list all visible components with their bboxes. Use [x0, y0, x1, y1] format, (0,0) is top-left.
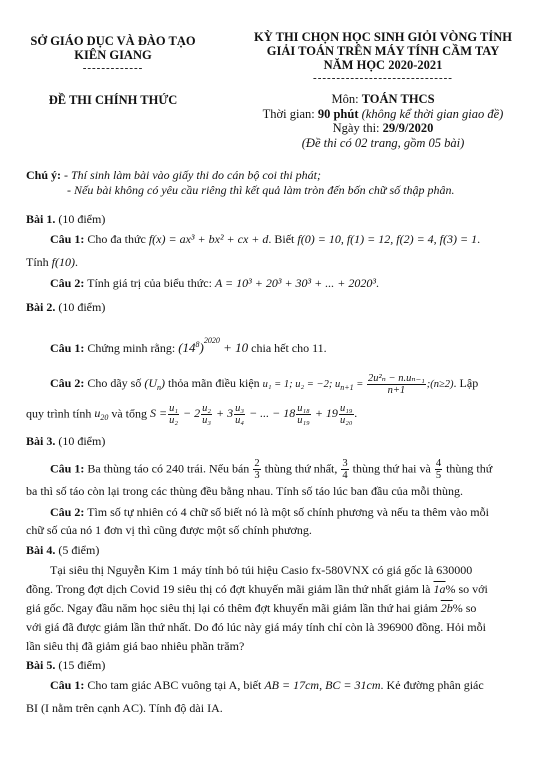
header-department: [18, 34, 208, 74]
bai2-cau2-line2: quy trình tính $u_{20}$ và tổng S = $\frac{\text{u₁}}{\text{u₂}}$ − 2 $\frac{\text{u₂}}{\text{u₃}}$ + 3 $\frac{\text{u₃}}{\text{u₄}}$ − ... − 18 $\frac{\text{u₁₈}}{\text{u₁₉}}$ + 19 $\frac{\text{u₁₉}}{\text{u₂₀}}$ .: [26, 403, 358, 426]
note-line-1: Chú ý: - Thí sinh làm bài vào giấy thi do cán bộ coi thi phát;: [26, 168, 321, 182]
bai1-cau2: Câu 2: Tính giá trị của biểu thức: A = 10³ + 20³ + 30³ + ... + 2020³.: [50, 276, 379, 290]
exam-info: [228, 92, 538, 150]
official-exam-label: ĐỀ THI CHÍNH THỨC: [48, 93, 178, 107]
bai4-line5: lần siêu thị đã giảm giá bao nhiêu phần trăm?: [26, 639, 245, 653]
bai3-cau1: Câu 1: Ba thùng táo có 240 trái. Nếu bán $\frac{2}{3}$ thùng thứ nhất, $\frac{3}{4}$ thùng thứ hai và $\frac{4}{5}$ thùng thứ: [50, 458, 493, 481]
bai3-cau2: Câu 2: Tìm số tự nhiên có 4 chữ số biết nó là một số chính phương và nếu ta thêm vào mỗi: [50, 505, 489, 519]
bai4-line1: Tại siêu thị Nguyễn Kim 1 máy tính bỏ túi hiệu Casio fx-580VNX có giá gốc là 630000: [50, 563, 473, 577]
bai4-line4: với giá đã được giảm lần thứ nhất. Do đó lúc này giá máy tính chỉ còn là 396900 đồng. Hỏi mỗi: [26, 620, 486, 634]
province-name: KIÊN GIANG: [74, 48, 152, 62]
bai1-cau1: Câu 1: Cho đa thức f(x) = ax³ + bx² + cx + d. Biết f(0) = 10, f(1) = 12, f(2) = 4, f(3) = 1.: [50, 232, 481, 246]
exam-school-year: NĂM HỌC 2020-2021: [323, 58, 443, 72]
bai5-heading: Bài 5. (15 điểm): [26, 658, 106, 672]
exam-title-line1: KỲ THI CHỌN HỌC SINH GIỎI VÒNG TỈNH: [253, 30, 513, 44]
date-line: Ngày thi: 29/9/2020: [332, 121, 434, 135]
bai1-heading: Bài 1. (10 điểm): [26, 212, 106, 226]
recurrence-fraction: $\frac{\text{2u²ₙ − n.uₙ₋₁}}{n+1}$: [367, 373, 425, 396]
exam-divider: ------------------------------: [313, 72, 453, 84]
time-line: Thời gian: 90 phút (không kể thời gian giao đề): [262, 106, 504, 121]
subject-line: Môn: TOÁN THCS: [331, 92, 435, 106]
bai4-heading: Bài 4. (5 điểm): [26, 543, 100, 557]
subject-value: TOÁN THCS: [361, 92, 435, 106]
bai5-cau1: Câu 1: Cho tam giác ABC vuông tại A, biết AB = 17cm, BC = 31cm. Kẻ đường phân giác: [50, 678, 484, 692]
bai2-heading: Bài 2. (10 điểm): [26, 300, 106, 314]
sum-expression: S = $\frac{\text{u₁}}{\text{u₂}}$ − 2 $\frac{\text{u₂}}{\text{u₃}}$ + 3 $\frac{\text{u₃}}{\text{u₄}}$ − ... − 18 $\frac{\text{u₁₈}}{\text{u₁₉}}$ + 19 $\frac{\text{u₁₉}}{\text{u₂₀}}$ .: [150, 403, 358, 426]
header-exam: [228, 30, 538, 84]
pages-note: (Đề thi có 02 trang, gồm 05 bài): [301, 135, 465, 150]
department-name: SỞ GIÁO DỤC VÀ ĐÀO TẠO: [30, 34, 196, 48]
bai3-cau1-line2: ba thì số táo còn lại trong các thùng đều bằng nhau. Tính số táo lúc ban đầu của mỗi thùng.: [26, 484, 464, 498]
bai1-cau1-line2: Tính f(10).: [26, 255, 78, 269]
exam-title-line2: GIẢI TOÁN TRÊN MÁY TÍNH CẦM TAY: [266, 44, 500, 58]
bai2-cau1: Câu 1: Chứng minh rằng: $(14^8)^{2020} + 10$ chia hết cho 11.: [50, 336, 327, 355]
bai4-line2: đồng. Trong đợt dịch Covid 19 siêu thị có đợt khuyến mãi giảm lần thứ nhất giảm là 1a% so với: [26, 582, 488, 596]
note-line-2: - Nếu bài không có yêu cầu riêng thì kết quả làm tròn đến bốn chữ số thập phân.: [67, 183, 455, 197]
bai3-heading: Bài 3. (10 điểm): [26, 434, 106, 448]
bai2-cau2: Câu 2: Cho dãy số $(U_n)$ thỏa mãn điều kiện u₁ = 1; u₂ = −2; $u_{n+1}$ = $\frac{\text{2u²ₙ − n.uₙ₋₁}}{n+1}$ ;(n≥2). Lập: [50, 373, 479, 396]
department-divider: -------------: [82, 62, 144, 74]
bai3-cau2-line2: chữ số của nó 1 đơn vị thì cũng được một số chính phương.: [26, 523, 312, 537]
bai4-line3: giá gốc. Ngay đầu năm học siêu thị lại có thêm đợt khuyến mãi giảm lần thứ hai giảm 2b% so: [26, 601, 477, 615]
bai5-cau1-line2: BI (I nằm trên cạnh AC). Tính độ dài IA.: [26, 701, 223, 715]
